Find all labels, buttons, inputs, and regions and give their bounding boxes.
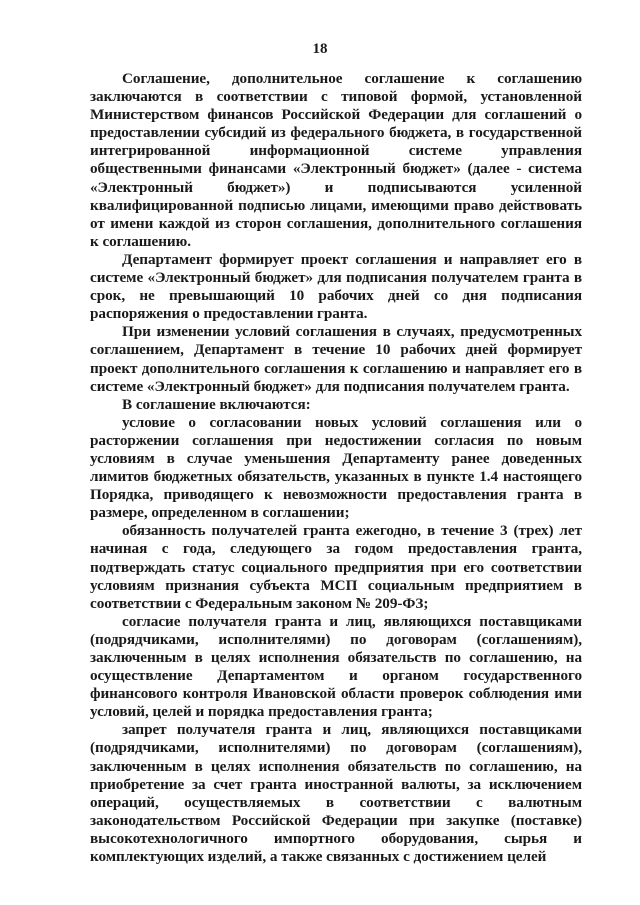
paragraph-agreement-includes: В соглашение включаются: — [122, 395, 311, 413]
page-number: 18 — [312, 41, 328, 57]
paragraph-new-conditions: условие о согласовании новых условий соглашения или о расторжении соглашения при недостижении согласия по новым условиям в случае уменьшения Департаменту ранее доведенных лимитов бюджетных обязательств, указанных в пункте 1.4 настоящего Порядка, приводящего к невозможности предоставления гранта в размере, определенном в соглашении; — [90, 413, 582, 522]
paragraph-currency-prohibition: запрет получателя гранта и лиц, являющихся поставщиками (подрядчиками, исполнителями) по договорам (соглашениям), заключенным в целях исполнения обязательств по соглашению, на приобретение за счет гранта иностранной валюты, за исключением операций, осуществляемых в соответствии с валютным законодательством Российской Федерации при закупке (поставке) высокотехнологичного импортного оборудования, сырья и комплектующих изделий, а также связанных с достижением целей — [90, 721, 582, 866]
paragraph-department-draft: Департамент формирует проект соглашения и направляет его в системе «Электронный бюджет» для подписания получателем гранта в срок, не превышающий 10 рабочих дней со дня подписания распоряжения о предоставлении гранта. — [90, 250, 582, 323]
paragraph-inspection-consent: согласие получателя гранта и лиц, являющихся поставщиками (подрядчиками, исполнителями) по договорам (соглашениям), заключенным в целях исполнения обязательств по соглашению, на осуществление Департаментом и органом государственного финансового контроля Ивановской области проверок соблюдения ими условий, целей и порядка предоставления гранта; — [90, 612, 582, 721]
paragraph-agreement-form: Соглашение, дополнительное соглашение к соглашению заключаются в соответствии с типовой формой, установленной Министерством финансов Российской Федерации для соглашений о предоставлении субсидий из федерального бюджета, в государственной интегрированной информационной системе управления общественными финансами «Электронный бюджет» (далее - система «Электронный бюджет») и подписываются усиленной квалифицированной подписью лицами, имеющими право действовать от имени каждой из сторон соглашения, дополнительного соглашения к соглашению. — [90, 70, 582, 250]
paragraph-amendment-draft: При изменении условий соглашения в случаях, предусмотренных соглашением, Департамент в течение 10 рабочих дней формирует проект дополнительного соглашения к соглашению и направляет его в системе «Электронный бюджет» для подписания получателем гранта. — [90, 323, 582, 395]
paragraph-status-confirmation: обязанность получателей гранта ежегодно, в течение 3 (трех) лет начиная с года, следующего за годом предоставления гранта, подтверждать статус социального предприятия при его соответствии условиям признания субъекта МСП социальным предприятием в соответствии с Федеральным законом № 209-ФЗ; — [90, 522, 582, 612]
document-body — [90, 70, 582, 866]
